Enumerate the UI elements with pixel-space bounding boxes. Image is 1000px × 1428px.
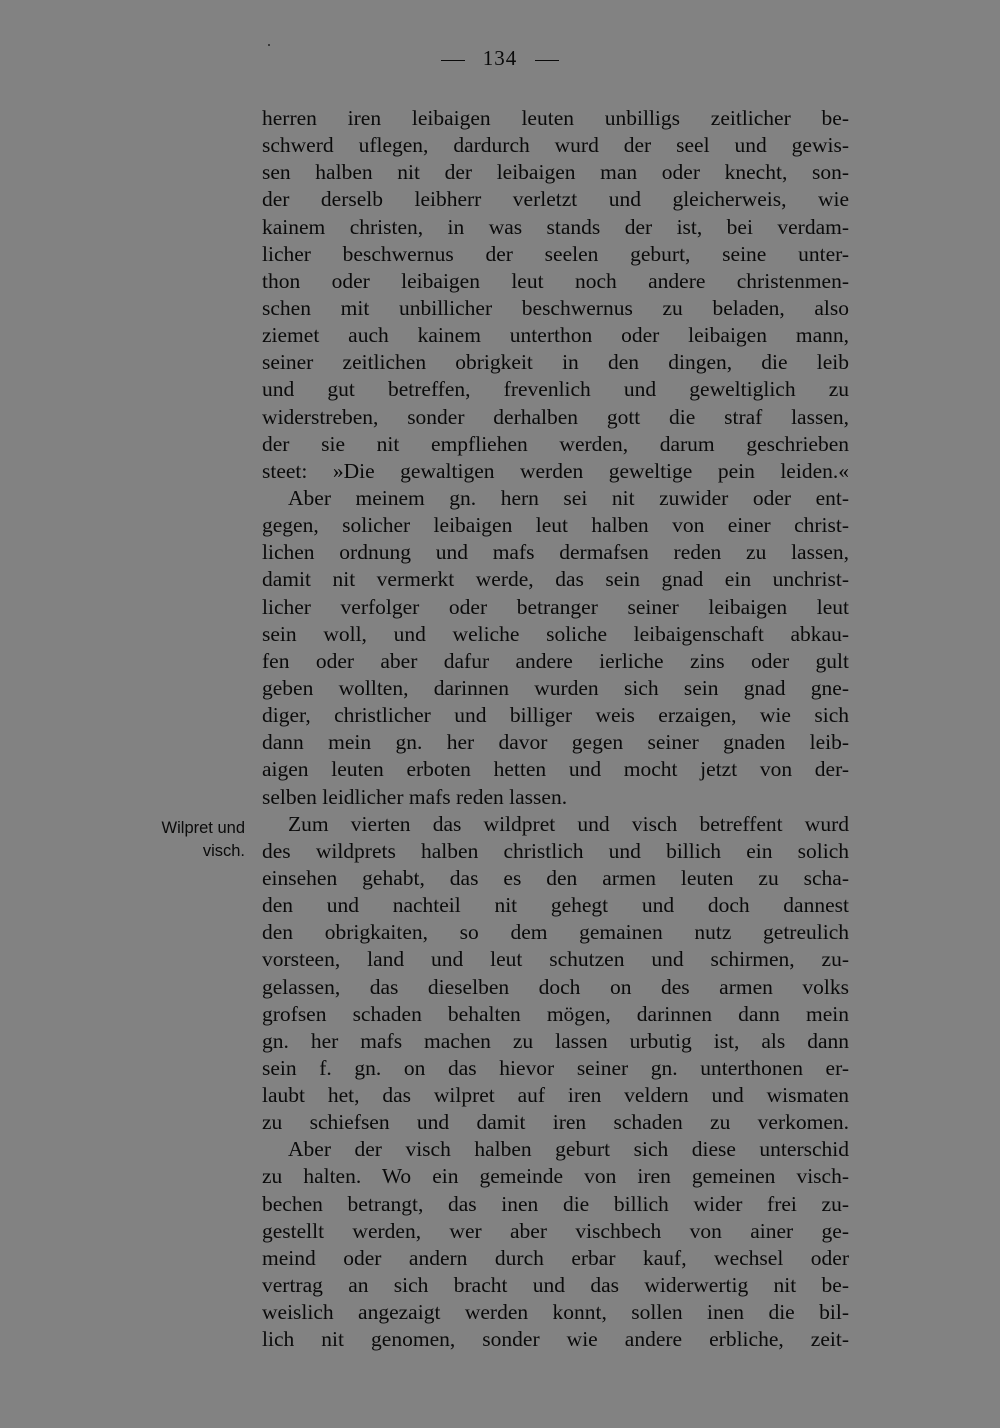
text-line: weislich angezaigt werden konnt, sollen inen die bil- [262,1300,849,1325]
text-line: gelassen, das dieselben doch on des armen volks [262,974,849,999]
text-line: sein woll, und weliche soliche leibaigenschaft abkau- [262,621,849,646]
body-text [262,105,849,1353]
text-line: geben wollten, darinnen wurden sich sein gnad gne- [262,675,849,700]
text-line: schwerd uflegen, dardurch wurd der seel und gewis- [262,133,849,158]
text-line: herren iren leibaigen leuten unbilligs zeitlicher be- [262,106,849,130]
text-line: widerstreben, sonder derhalben gott die straf lassen, [262,404,849,429]
text-line: sein f. gn. on das hievor seiner gn. unterthonen er- [262,1055,849,1080]
text-line: meind oder andern durch erbar kauf, wechsel oder [262,1245,849,1270]
left-dash [441,60,465,61]
text-line: und gut betreffen, frevenlich und geweltiglich zu [262,377,849,402]
margin-note-line: visch. [202,842,245,860]
text-line: vorsteen, land und leut schutzen und schirmen, zu- [262,947,849,972]
text-line: gegen, solicher leibaigen leut halben von einer christ- [262,513,849,538]
text-line: zu schiefsen und damit iren schaden zu verkomen. [262,1110,849,1135]
right-dash [535,60,559,61]
text-line: den und nachteil nit gehegt und doch dannest [262,893,849,918]
text-line: vertrag an sich bracht und das widerwertig nit be- [262,1273,849,1298]
text-line: aigen leuten erboten hetten und mocht jetzt von der- [262,757,849,782]
text-line: grofsen schaden behalten mögen, darinnen dann mein [262,1001,849,1026]
text-line: einsehen gehabt, das es den armen leuten zu scha- [262,865,849,890]
text-line: licher beschwernus der seelen geburt, seine unter- [262,241,849,266]
text-line: dann mein gn. her davor gegen seiner gnaden leib- [262,730,849,755]
text-line: selben leidlicher mafs reden lassen. [262,784,568,809]
text-line: Aber meinem gn. hern sei nit zuwider oder ent- [288,485,849,510]
text-line: laubt het, das wilpret auf iren veldern und wismaten [262,1083,849,1108]
text-line: lichen ordnung und mafs dermafsen reden zu lassen, [262,540,849,565]
text-line: des wildprets halben christlich und billich ein solich [262,838,849,863]
text-line: damit nit vermerkt werde, das sein gnad ein unchrist- [262,567,849,592]
text-line: zu halten. Wo ein gemeinde von iren gemeinen visch- [262,1164,849,1189]
text-line: licher verfolger oder betranger seiner leibaigen leut [262,594,849,619]
text-line: der derselb leibherr verletzt und gleicherweis, wie [262,187,849,212]
text-line: sen halben nit der leibaigen man oder knecht, son- [262,160,849,185]
text-line: fen oder aber dafur andere ierliche zins oder gult [262,648,849,673]
text-line: kainem christen, in was stands der ist, bei verdam- [262,214,849,239]
text-line: steet: »Die gewaltigen werden geweltige pein leiden.« [262,458,849,483]
page-number-header [0,46,1000,71]
text-line: seiner zeitlichen obrigkeit in den dingen, die leib [262,350,849,375]
margin-note-line: Wilpret und [161,819,245,837]
text-line: lich nit genomen, sonder wie andere erbliche, zeit- [262,1327,849,1352]
text-line: Zum vierten das wildpret und visch betreffent wurd [288,811,849,836]
text-line: Aber der visch halben geburt sich diese unterschid [288,1137,849,1162]
text-line: bechen betrangt, das inen die billich wider frei zu- [262,1191,849,1216]
margin-note [120,817,245,863]
text-line: der sie nit empfliehen werden, darum geschrieben [262,431,849,456]
text-line: gestellt werden, wer aber vischbech von ainer ge- [262,1218,849,1243]
text-line: thon oder leibaigen leut noch andere christenmen- [262,268,849,293]
text-line: diger, christlicher und billiger weis erzaigen, wie sich [262,703,849,728]
text-line: schen mit unbillicher beschwernus zu beladen, also [262,295,849,320]
text-line: ziemet auch kainem unterthon oder leibaigen mann, [262,323,849,348]
page-number: 134 [482,46,518,70]
text-line: gn. her mafs machen zu lassen urbutig ist, als dann [262,1028,849,1053]
text-line: den obrigkaiten, so dem gemainen nutz getreulich [262,920,849,945]
